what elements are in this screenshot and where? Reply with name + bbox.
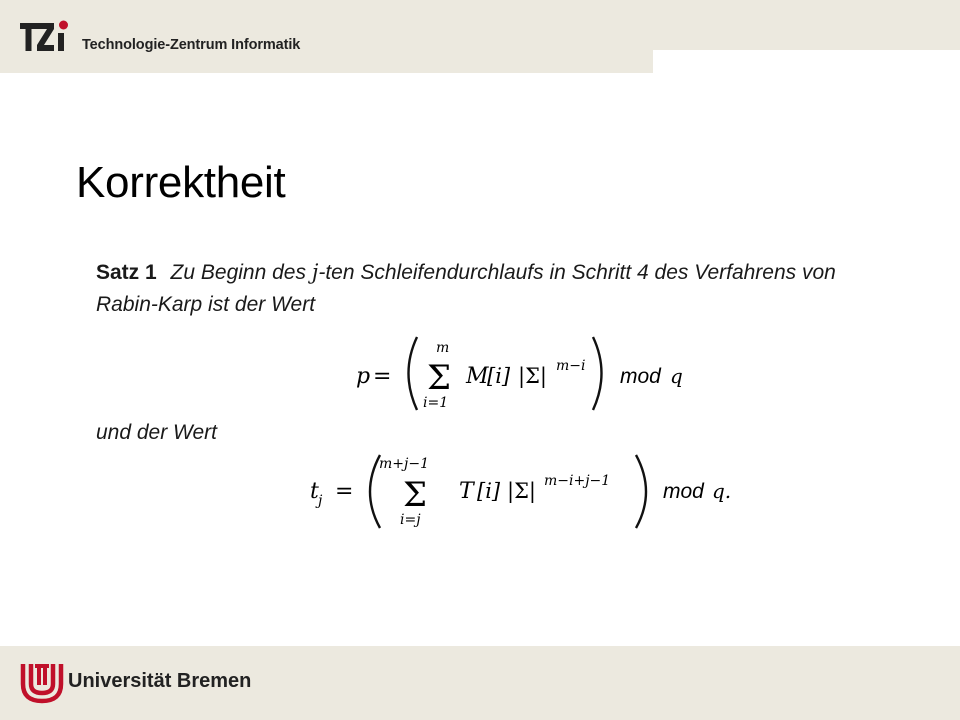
formula-t-lhs-sub: j (318, 493, 323, 509)
header-title: Technologie-Zentrum Informatik (82, 37, 301, 53)
formula-p-mod-var: q (670, 364, 683, 388)
formula-t-mod-var: q. (712, 479, 732, 503)
formula-t-exponent: m−i+j−1 (544, 473, 611, 489)
formula-p-lhs: p (356, 364, 371, 389)
formula-t-alphabet: |Σ| (507, 479, 536, 503)
formula-t-sigma: Σ (403, 475, 428, 515)
theorem-label: Satz 1 (96, 261, 157, 284)
formula-t-right-paren (636, 455, 646, 528)
formula-t-sum-upper: m+j−1 (379, 456, 429, 472)
formula-p-right-paren (593, 337, 602, 410)
formula-p-left-paren (409, 337, 418, 410)
formula-t-func: T (459, 479, 474, 504)
formula-p-equals: = (373, 364, 392, 389)
formula-p-func: M (466, 364, 489, 389)
theorem-var-j: j (311, 260, 319, 284)
footer-title: Universität Bremen (68, 670, 252, 692)
formula-t-sum-lower: i=j (400, 512, 421, 528)
formula-p-sum-lower: i=1 (423, 395, 449, 411)
formula-p-sum-upper: m (436, 340, 450, 356)
formula-p-alphabet: |Σ| (518, 364, 547, 388)
university-logo-icon (20, 660, 64, 704)
formula-t-lhs: t (310, 479, 319, 504)
theorem-connector: und der Wert (96, 421, 218, 444)
formula-t-mod: mod (663, 480, 704, 503)
theorem-text-before-var: Zu Beginn des (170, 261, 306, 284)
formula-p-index: [i] (487, 364, 511, 388)
formula-t (310, 455, 731, 528)
formula-t-equals: = (335, 479, 354, 504)
theorem-line-2: Rabin-Karp ist der Wert (96, 293, 316, 316)
theorem-text-after-var: -ten Schleifendurchlaufs in Schritt 4 des Verfahrens von (318, 261, 836, 284)
slide-title: Korrektheit (76, 158, 286, 207)
formula-p-exponent: m−i (556, 358, 586, 374)
formula-p (356, 337, 683, 411)
formula-p-mod: mod (620, 365, 661, 388)
formula-p-sigma: Σ (427, 358, 452, 398)
formula-t-index: [i] (477, 479, 501, 503)
